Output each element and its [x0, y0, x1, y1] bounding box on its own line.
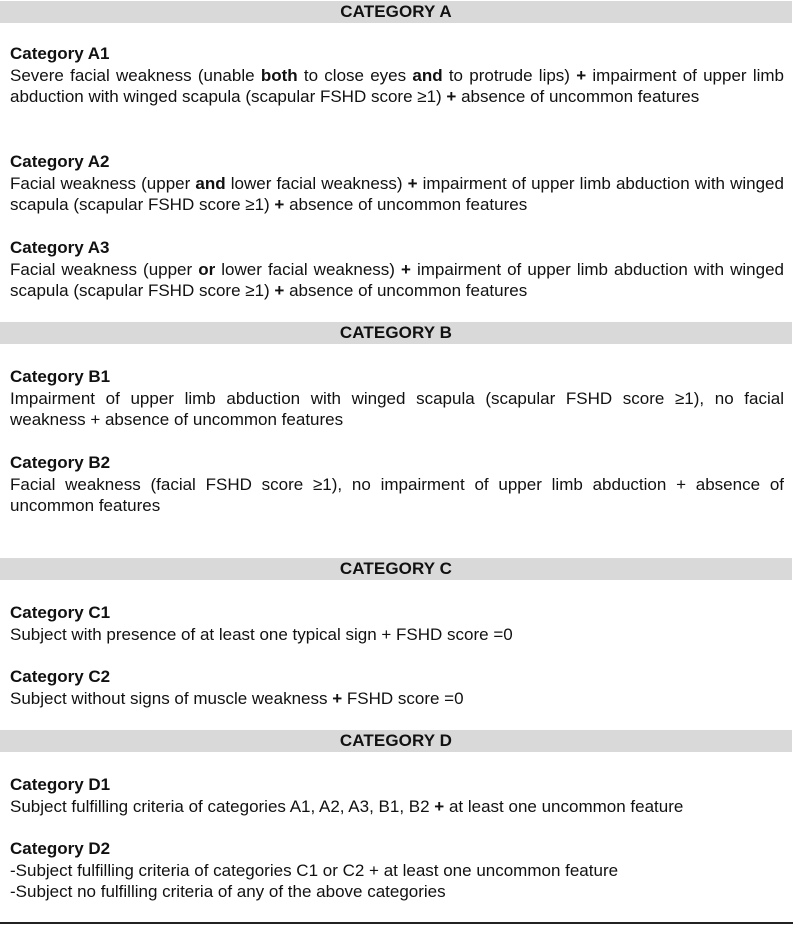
category-a2-block: [10, 151, 784, 216]
category-d1-block: [10, 774, 784, 817]
category-a2-title: Category A2: [10, 152, 110, 171]
category-a2-text: Facial weakness (upper and lower facial weakness) + impairment of upper limb abduction with winged scapula (scapular FSHD score ≥1) + absence of uncommon features: [10, 173, 784, 214]
category-a3-text: Facial weakness (upper or lower facial weakness) + impairment of upper limb abduction with winged scapula (scapular FSHD score ≥1) + absence of uncommon features: [10, 259, 784, 300]
category-d2-line-2: -Subject no fulfilling criteria of any of the above categories: [10, 882, 446, 901]
category-c-header: CATEGORY C: [0, 558, 792, 580]
category-c1-text: Subject with presence of at least one typical sign + FSHD score =0: [10, 624, 513, 644]
category-c2-text: Subject without signs of muscle weakness + FSHD score =0: [10, 688, 464, 708]
category-b2-block: [10, 452, 784, 517]
category-c2-block: [10, 666, 784, 709]
category-d-header: CATEGORY D: [0, 730, 792, 752]
category-a-header: CATEGORY A: [0, 1, 792, 23]
category-b2-text: Facial weakness (facial FSHD score ≥1), no impairment of upper limb abduction + absence of uncommon features: [10, 474, 784, 515]
category-d1-title: Category D1: [10, 775, 111, 794]
category-c2-title: Category C2: [10, 667, 111, 686]
category-b1-text: Impairment of upper limb abduction with winged scapula (scapular FSHD score ≥1), no facial weakness + absence of uncommon features: [10, 388, 784, 429]
category-d2-line-1: -Subject fulfilling criteria of categories C1 or C2 + at least one uncommon feature: [10, 860, 619, 880]
category-d1-text: Subject fulfilling criteria of categories A1, A2, A3, B1, B2 + at least one uncommon feature: [10, 796, 684, 816]
category-d2-block: [10, 838, 784, 903]
category-d2-title: Category D2: [10, 839, 111, 858]
category-a1-title: Category A1: [10, 44, 110, 63]
category-b1-title: Category B1: [10, 367, 111, 386]
category-c1-title: Category C1: [10, 603, 111, 622]
category-b-header: CATEGORY B: [0, 322, 792, 344]
category-a1-block: [10, 43, 784, 108]
category-c1-block: [10, 602, 784, 645]
category-b1-block: [10, 366, 784, 431]
category-a1-text: Severe facial weakness (unable both to close eyes and to protrude lips) + impairment of upper limb abduction with winged scapula (scapular FSHD score ≥1) + absence of uncommon features: [10, 65, 784, 106]
category-b2-title: Category B2: [10, 453, 111, 472]
bottom-rule: [0, 922, 793, 924]
category-a3-block: [10, 237, 784, 302]
category-a3-title: Category A3: [10, 238, 110, 257]
